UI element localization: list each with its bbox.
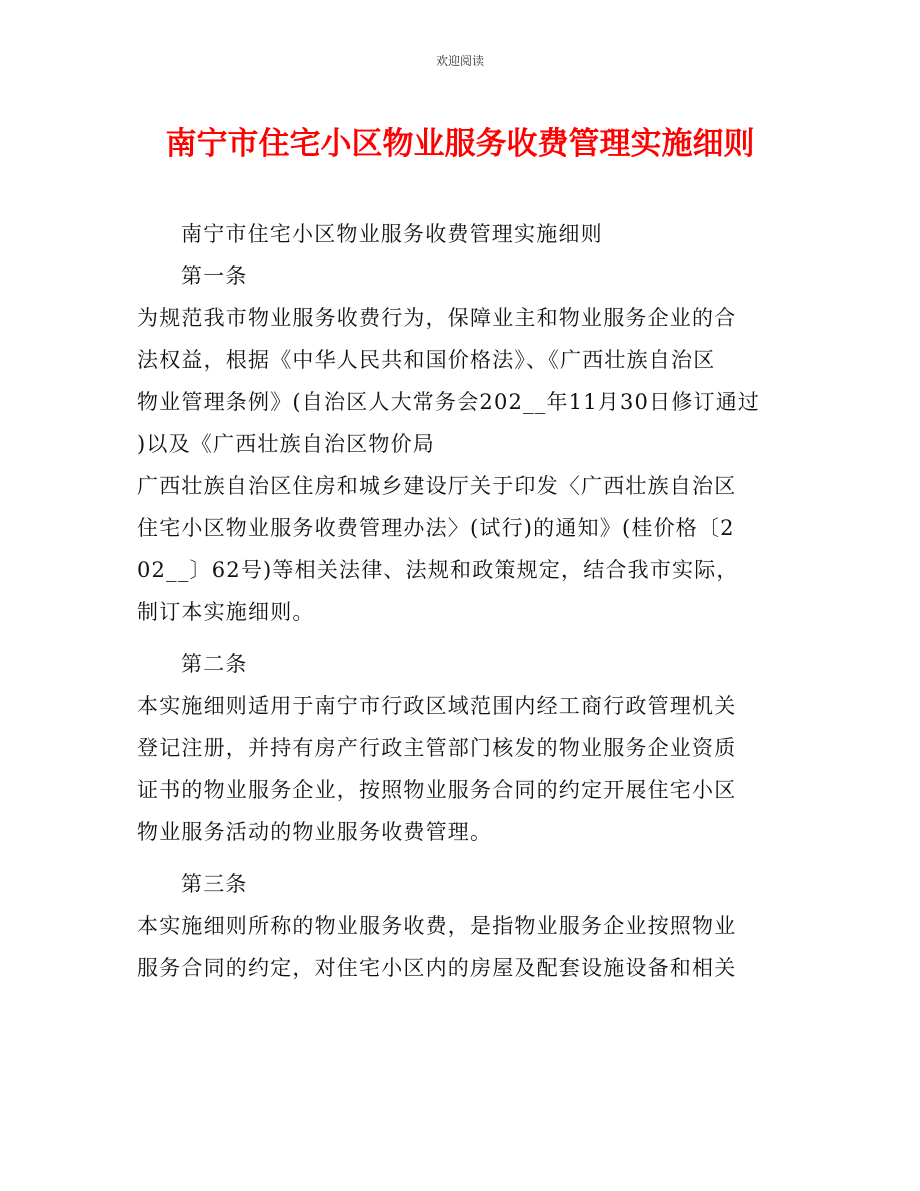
document-subtitle: 南宁市住宅小区物业服务收费管理实施细则 bbox=[181, 222, 603, 246]
document-title: 南宁市住宅小区物业服务收费管理实施细则 bbox=[165, 126, 755, 162]
article-1-line: 广西壮族自治区住房和城乡建设厅关于印发〈广西壮族自治区 bbox=[137, 474, 737, 498]
article-2-line: 本实施细则适用于南宁市行政区域范围内经工商行政管理机关 bbox=[137, 694, 737, 718]
article-1-line: 住宅小区物业服务收费管理办法〉(试行)的通知》(桂价格〔2 bbox=[137, 516, 735, 540]
article-1-heading: 第一条 bbox=[181, 264, 248, 288]
article-1-line: )以及《广西壮族自治区物价局 bbox=[137, 432, 435, 456]
document-body bbox=[137, 213, 789, 989]
article-3-line: 服务合同的约定，对住宅小区内的房屋及配套设施设备和相关 bbox=[137, 956, 737, 980]
header-note: 欢迎阅读 bbox=[435, 54, 484, 68]
article-2-line: 物业服务活动的物业服务收费管理。 bbox=[137, 820, 493, 844]
article-2-line: 证书的物业服务企业，按照物业服务合同的约定开展住宅小区 bbox=[137, 778, 737, 802]
article-3-heading: 第三条 bbox=[181, 872, 248, 896]
article-2-line: 登记注册，并持有房产行政主管部门核发的物业服务企业资质 bbox=[137, 736, 737, 760]
article-3-line: 本实施细则所称的物业服务收费，是指物业服务企业按照物业 bbox=[137, 914, 737, 938]
article-1-line: 物业管理条例》(自治区人大常务会202__年11月30日修订通过 bbox=[137, 390, 761, 414]
article-1-line: 制订本实施细则。 bbox=[137, 600, 315, 624]
article-1-line: 为规范我市物业服务收费行为，保障业主和物业服务企业的合 bbox=[137, 306, 737, 330]
article-2-heading: 第二条 bbox=[181, 652, 248, 676]
article-1-line: 02__〕62号)等相关法律、法规和政策规定，结合我市实际， bbox=[137, 558, 739, 582]
article-1-line: 法权益，根据《中华人民共和国价格法》、《广西壮族自治区 bbox=[137, 348, 716, 372]
